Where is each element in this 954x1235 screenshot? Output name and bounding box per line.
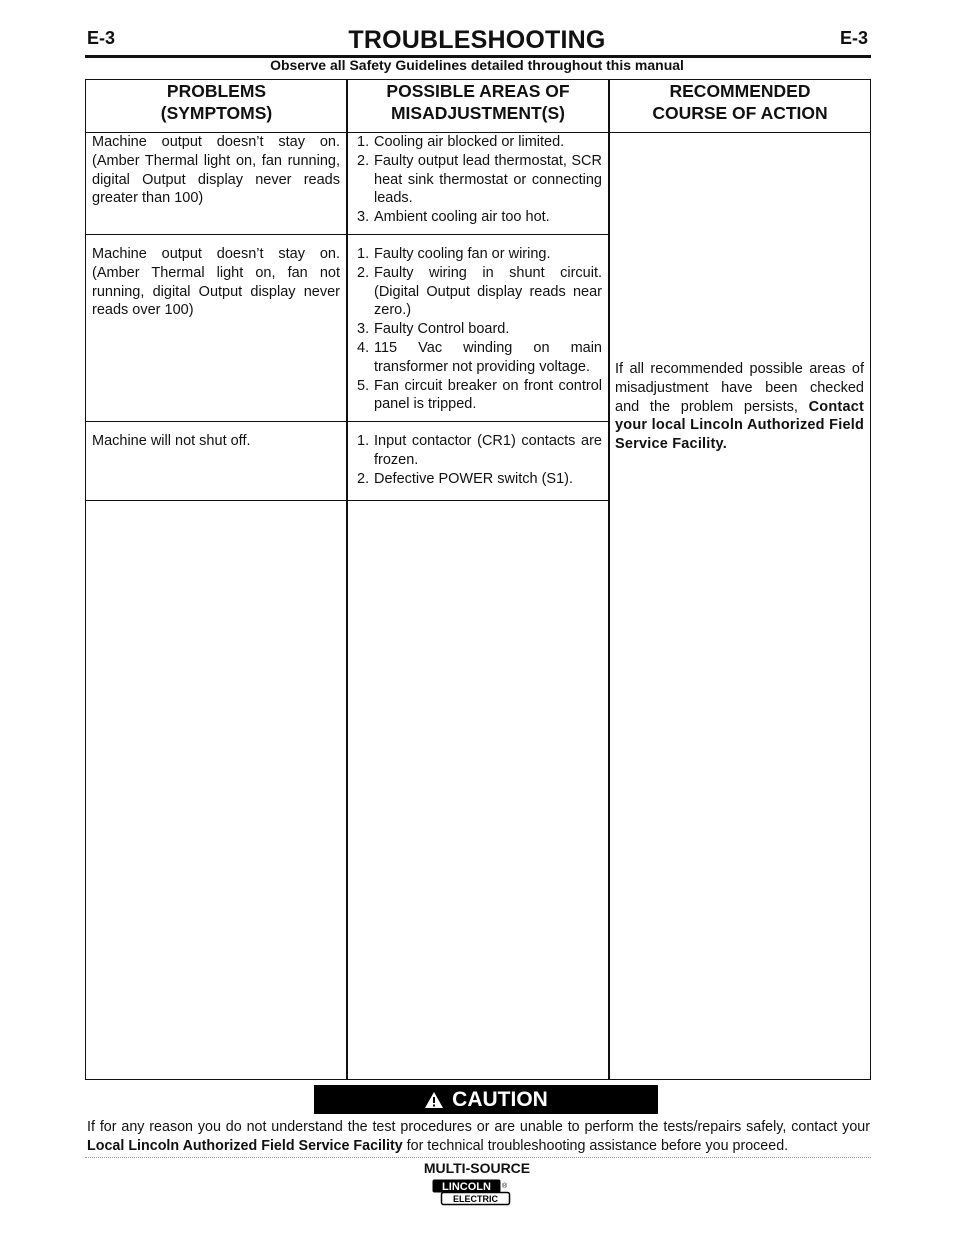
problem-cell: Machine output doesn’t stay on. (Amber Thermal light on, fan not running, digital Output display never reads over 100) [92,246,340,319]
cause-item: 1. Cooling air blocked or limited. [357,134,565,150]
causes-list [357,133,602,227]
problem-cell: Machine output doesn’t stay on. (Amber Thermal light on, fan running, digital Output display never reads greater than 100) [92,134,340,207]
page-number-left: E-3 [87,28,116,48]
cause-item: 4. 115 Vac winding on main transformer not providing voltage. [357,339,602,375]
cause-item: 2. Faulty wiring in shunt circuit. (Digital Output display reads near zero.) [357,264,602,319]
caution-banner [314,1085,658,1114]
cause-item: 3. Ambient cooling air too hot. [357,209,550,226]
header-problems: PROBLEMS (SYMPTOMS) [160,81,273,123]
safety-subtitle: Observe all Safety Guidelines detailed throughout this manual [270,57,684,73]
lincoln-electric-logo [431,1178,511,1206]
column-divider [608,79,610,1080]
causes-list [357,432,602,488]
page-title: TROUBLESHOOTING [348,26,606,54]
header-action: RECOMMENDED COURSE OF ACTION [652,81,828,123]
cause-item: 1. Faulty cooling fan or wiring. [357,246,551,262]
table-frame [85,79,871,1080]
model-name: MULTI-SOURCE [423,1160,531,1176]
cause-item: 2. Defective POWER switch (S1). [357,470,574,487]
row-divider [85,421,609,422]
cause-item: 2. Faulty output lead thermostat, SCR heat sink thermostat or connecting leads. [357,152,602,207]
problem-cell: Machine will not shut off. [92,433,251,449]
action-contact: Contact your local Lincoln Authorized Field Service Facility. [615,398,865,453]
svg-text:LINCOLN: LINCOLN [442,1181,491,1193]
cause-item: 5. Fan circuit breaker on front control panel is tripped. [357,377,602,413]
column-divider [346,79,348,1080]
cause-item: 3. Faulty Control board. [357,321,510,338]
caution-label: CAUTION [452,1087,548,1111]
recommended-action [615,360,864,454]
row-divider [85,500,609,501]
svg-text:®: ® [502,1183,508,1190]
header-misadjustment: POSSIBLE AREAS OF MISADJUSTMENT(S) [386,81,570,123]
warning-triangle-icon [424,1091,444,1109]
cause-item: 1. Input contactor (CR1) contacts are frozen. [357,433,602,468]
footer-divider [85,1157,871,1158]
svg-text:ELECTRIC: ELECTRIC [453,1194,498,1204]
action-text: If all recommended possible areas of misadjustment have been checked and the problem persists, [615,361,864,415]
row-divider [85,234,609,235]
caution-note: If for any reason you do not understand the test procedures or are unable to perform the tests/repairs safely, contact your Local Lincoln Authorized Field Service Facility for technical troubleshooting assistance before you proceed. [87,1119,870,1154]
page-number-right: E-3 [840,28,869,48]
causes-list [357,245,602,414]
